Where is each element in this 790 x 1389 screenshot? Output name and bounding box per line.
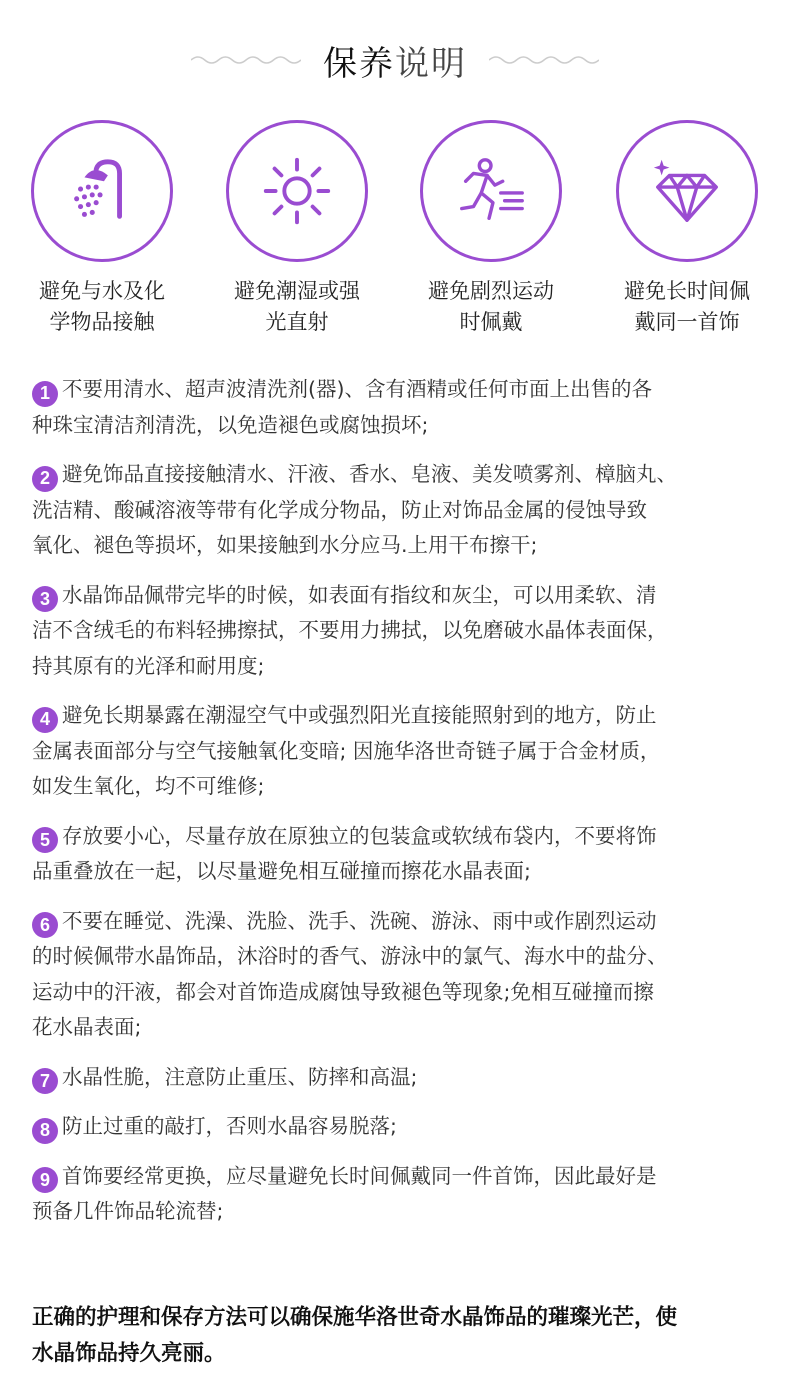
title-strong: 保养 xyxy=(323,43,395,84)
instruction-line: 如发生氧化，均不可维修; xyxy=(32,774,265,798)
item-number-badge: 4 xyxy=(32,707,58,733)
instruction-line xyxy=(32,578,772,614)
instruction-item xyxy=(32,698,772,805)
instruction-line: 洁不含绒毛的布料轻拂擦拭，不要用力拂拭，以免磨破水晶体表面保， xyxy=(32,618,668,642)
instruction-text: 避免饰品直接接触清水、汗液、香水、皂液、美发喷雾剂、樟脑丸、 xyxy=(62,462,677,486)
instruction-item xyxy=(32,1109,772,1145)
instruction-text: 防止过重的敲打，否则水晶容易脱落; xyxy=(62,1114,397,1138)
item-number-badge: 3 xyxy=(32,586,58,612)
icon-label xyxy=(411,276,571,338)
instruction-line xyxy=(32,819,772,855)
instruction-line: 品重叠放在一起，以尽量避免相互碰撞而擦花水晶表面; xyxy=(32,859,531,883)
item-number-badge: 1 xyxy=(32,381,58,407)
icon-label-line: 避免潮湿或强 xyxy=(234,279,360,303)
item-number-badge: 7 xyxy=(32,1068,58,1094)
instruction-line: 种珠宝清洁剂清洗，以免造褪色或腐蚀损坏; xyxy=(32,412,429,437)
icon-label xyxy=(22,276,182,338)
instruction-line xyxy=(32,1159,772,1195)
left-wave-decoration xyxy=(191,54,301,66)
instruction-line: 运动中的汗液，都会对首饰造成腐蚀导致褪色等现象;免相互碰撞而擦 xyxy=(32,979,654,1004)
instruction-text: 首饰要经常更换，应尽量避免长时间佩戴同一件首饰，因此最好是 xyxy=(62,1163,657,1188)
instruction-line xyxy=(32,1060,772,1096)
instruction-text: 不要在睡觉、洗澡、洗脸、洗手、洗碗、游泳、雨中或作剧烈运动 xyxy=(62,908,657,933)
shower-icon xyxy=(63,152,141,230)
instruction-line: 花水晶表面; xyxy=(32,1015,142,1039)
care-instructions-list xyxy=(32,372,772,1230)
closing-note xyxy=(32,1300,772,1372)
instruction-line xyxy=(32,372,772,408)
page-title xyxy=(323,36,467,85)
icon-label-line: 时佩戴 xyxy=(459,310,523,334)
instruction-item xyxy=(32,578,772,685)
instruction-item xyxy=(32,1060,772,1096)
diamond-icon xyxy=(648,152,726,230)
care-icon-item xyxy=(212,120,382,338)
instruction-text: 水晶性脆，注意防止重压、防摔和高温; xyxy=(62,1064,418,1089)
icon-circle xyxy=(226,120,368,262)
instruction-item xyxy=(32,1159,772,1230)
instruction-line xyxy=(32,457,772,493)
item-number-badge: 5 xyxy=(32,827,58,853)
instruction-item xyxy=(32,904,772,1046)
instruction-line: 的时候佩带水晶饰品，沐浴时的香气、游泳中的氯气、海水中的盐分、 xyxy=(32,944,668,968)
icon-label-line: 避免与水及化 xyxy=(39,279,165,303)
instruction-line: 持其原有的光泽和耐用度; xyxy=(32,653,265,678)
instruction-line: 预备几件饰品轮流替; xyxy=(32,1199,224,1223)
closing-note-line: 水晶饰品持久亮丽。 xyxy=(32,1341,226,1366)
care-icon-item xyxy=(17,120,187,338)
item-number-badge: 8 xyxy=(32,1118,58,1144)
instruction-item xyxy=(32,819,772,890)
instruction-text: 水晶饰品佩带完毕的时候，如表面有指纹和灰尘，可以用柔软、清 xyxy=(62,582,657,607)
instruction-text: 存放要小心，尽量存放在原独立的包装盒或软绒布袋内，不要将饰 xyxy=(62,823,657,848)
closing-note-line: 正确的护理和保存方法可以确保施华洛世奇水晶饰品的璀璨光芒，使 xyxy=(32,1305,678,1330)
instruction-line xyxy=(32,904,772,940)
icon-circle xyxy=(420,120,562,262)
sun-icon xyxy=(258,152,336,230)
icon-label-line: 避免长时间佩 xyxy=(624,279,750,303)
instruction-line xyxy=(32,1109,772,1145)
section-header xyxy=(0,36,790,84)
instruction-text: 避免长期暴露在潮湿空气中或强烈阳光直接能照射到的地方，防止 xyxy=(62,703,657,727)
care-icons-row xyxy=(0,120,790,360)
item-number-badge: 9 xyxy=(32,1167,58,1193)
icon-label-line: 避免剧烈运动 xyxy=(428,279,554,303)
icon-circle xyxy=(31,120,173,262)
instruction-line: 洗洁精、酸碱溶液等带有化学成分物品，防止对饰品金属的侵蚀导致 xyxy=(32,497,647,522)
care-icon-item xyxy=(602,120,772,338)
instruction-item xyxy=(32,457,772,564)
icon-label-line: 学物品接触 xyxy=(49,310,155,334)
instruction-text: 不要用清水、超声波清洗剂(器)、含有酒精或任何市面上出售的各 xyxy=(62,377,652,401)
right-wave-decoration xyxy=(489,54,599,66)
instruction-line: 氧化、褪色等损坏，如果接触到水分应马.上用干布擦干; xyxy=(32,533,538,557)
running-person-icon xyxy=(452,152,530,230)
instruction-item xyxy=(32,372,772,443)
instruction-line: 金属表面部分与空气接触氧化变暗; 因施华洛世奇链子属于合金材质， xyxy=(32,738,661,763)
care-icon-item xyxy=(406,120,576,338)
icon-circle xyxy=(616,120,758,262)
icon-label xyxy=(607,276,767,338)
item-number-badge: 6 xyxy=(32,912,58,938)
title-rest: 说明 xyxy=(395,43,467,84)
instruction-line xyxy=(32,698,772,734)
icon-label-line: 戴同一首饰 xyxy=(634,310,740,334)
item-number-badge: 2 xyxy=(32,466,58,492)
icon-label xyxy=(217,276,377,338)
icon-label-line: 光直射 xyxy=(265,310,329,334)
